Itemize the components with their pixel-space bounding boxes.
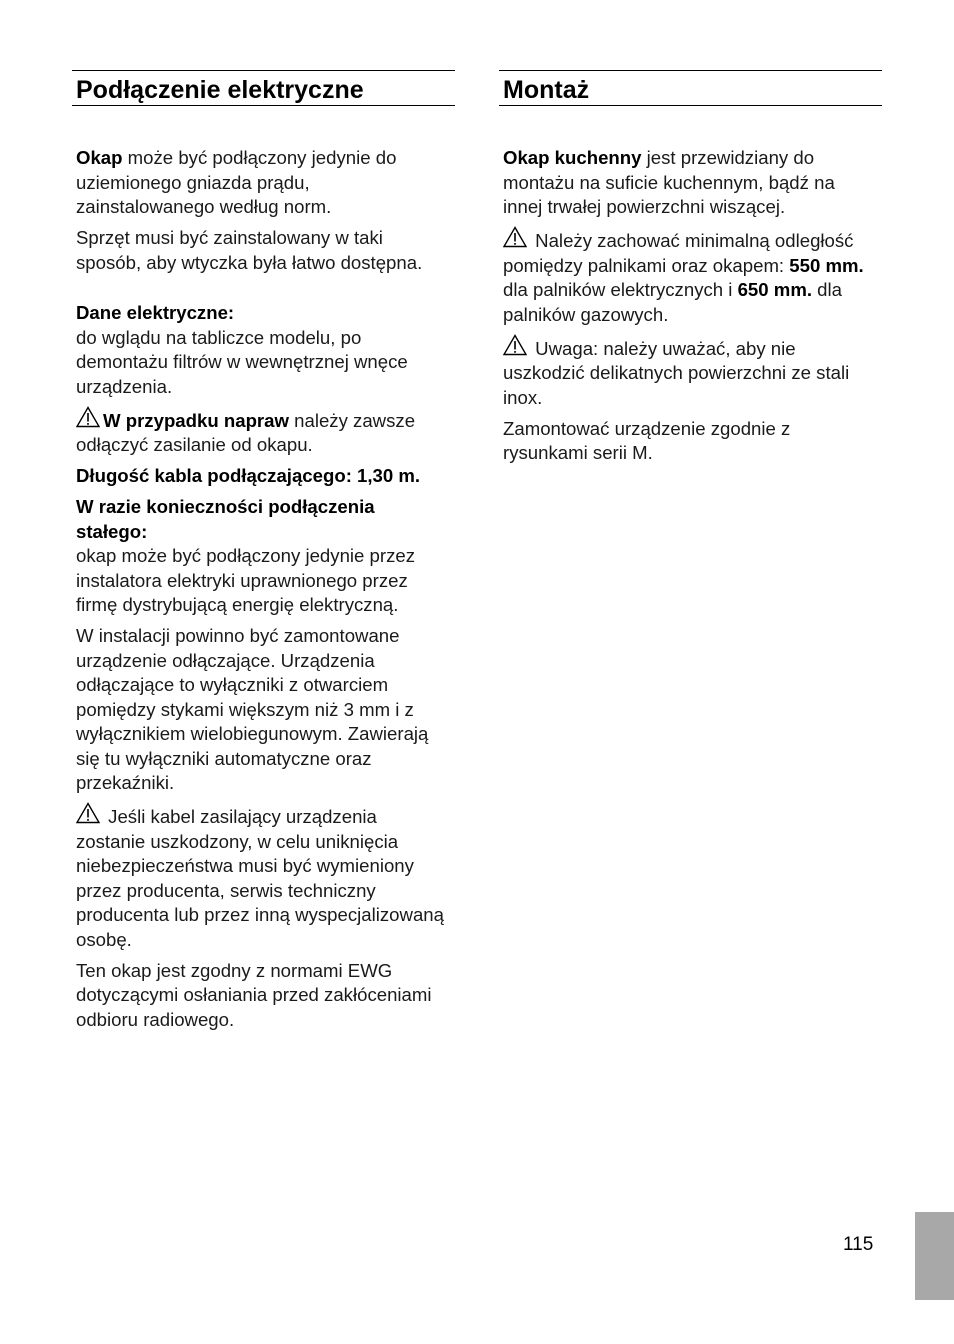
- left-column: [72, 70, 455, 1039]
- paragraph-grounding: [76, 146, 451, 220]
- paragraph-electrical-data: [76, 301, 451, 399]
- bold-distance-electric: 550 mm.: [789, 254, 864, 276]
- paragraph-text: dla palników gazowych.: [503, 279, 842, 325]
- warning-triangle-icon: [503, 226, 527, 248]
- section-title-mounting: Montaż: [499, 70, 882, 106]
- paragraph-cable-length: [76, 464, 451, 489]
- bold-term-okap: Okap: [76, 147, 123, 168]
- paragraph-distance-warning: [503, 226, 878, 327]
- bold-distance-gas: 650 mm.: [737, 279, 813, 300]
- paragraph-disconnecting-device: W instalacji powinno być zamontowane urządzenie odłączające. Urządzenia odłączające to wyłączniki z otwarciem pomiędzy stykami większym niż 3 mm i z wyłącznikiem wielobiegunowym. Zawierają się tu wyłączniki automatyczne oraz przekaźniki.: [76, 625, 429, 793]
- right-column: [499, 70, 882, 472]
- paragraph-text: Należy zachować minimalną odległość pomiędzy palnikami oraz okapem:: [503, 230, 854, 276]
- bold-heading-fixed-connection: W razie konieczności podłączenia stałego:: [76, 496, 375, 542]
- paragraph-hood-mounting: [503, 146, 878, 220]
- warning-triangle-icon: [76, 802, 100, 824]
- bold-cable-length: Długość kabla podłączającego: 1,30 m.: [76, 465, 421, 486]
- warning-triangle-icon: [76, 406, 100, 428]
- paragraph-mount-per-drawings: Zamontować urządzenie zgodnie z rysunkami serii M.: [503, 417, 791, 463]
- section-title-electrical: Podłączenie elektryczne: [72, 70, 455, 106]
- paragraph-text: Uwaga: należy uważać, aby nie uszkodzić delikatnych powierzchni ze stali inox.: [503, 337, 850, 408]
- warning-triangle-icon: [503, 334, 527, 356]
- page-number: 115: [843, 1234, 874, 1255]
- paragraph-fixed-connection: [76, 495, 451, 618]
- bold-term-repairs: W przypadku napraw: [103, 409, 289, 431]
- paragraph-text: okap może być podłączony jedynie przez instalatora elektryki uprawnionego przez firmę dystrybującą energię elektryczną.: [76, 545, 416, 615]
- paragraph-inox-warning: [503, 334, 878, 411]
- paragraph-text: dla palników elektrycznych i: [503, 279, 738, 300]
- mounting-section-body: [499, 106, 882, 466]
- paragraph-text: może być podłączony jedynie do uziemionego gniazda prądu, zainstalowanego według norm.: [76, 147, 397, 217]
- paragraph-ewg-compliance: Ten okap jest zgodny z normami EWG dotyczącymi osłaniania przed zakłóceniami odbioru radiowego.: [76, 959, 432, 1030]
- paragraph-plug-access: Sprzęt musi być zainstalowany w taki sposób, aby wtyczka była łatwo dostępna.: [76, 227, 423, 273]
- paragraph-text: do wglądu na tabliczce modelu, po demontażu filtrów w wewnętrznej wnęce urządzenia.: [76, 326, 408, 397]
- section-thumb-tab: [915, 1212, 954, 1300]
- paragraph-text: Jeśli kabel zasilający urządzenia zostanie uszkodzony, w celu uniknięcia niebezpieczeństwa musi być wymieniony przez producenta, serwis techniczny producenta lub przez inną wyspecjalizowaną osobę.: [76, 806, 444, 950]
- paragraph-text: należy zawsze odłączyć zasilanie od okapu.: [76, 409, 416, 455]
- electrical-section-body: [72, 106, 455, 1032]
- paragraph-text: jest przewidziany do montażu na suficie kuchennym, bądź na innej trwałej powierzchni wiszącej.: [503, 147, 835, 217]
- paragraph-cable-damage-warning: [76, 802, 451, 952]
- bold-term-kitchen-hood: Okap kuchenny: [503, 147, 642, 168]
- bold-heading-electrical-data: Dane elektryczne:: [76, 302, 235, 323]
- paragraph-repairs-warning: [76, 406, 451, 458]
